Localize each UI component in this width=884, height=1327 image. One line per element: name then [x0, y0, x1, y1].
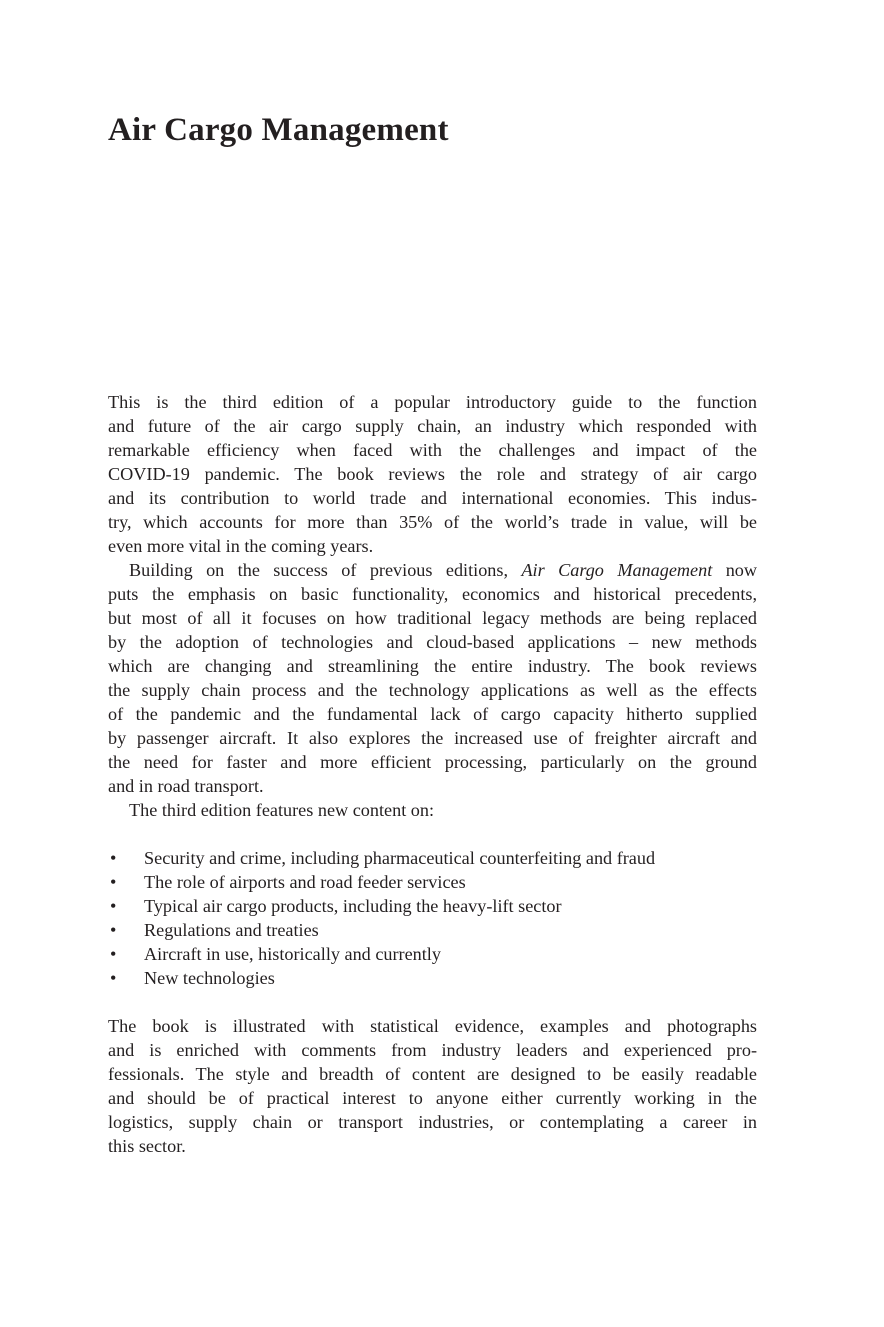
list-item-text: The role of airports and road feeder services	[144, 872, 466, 892]
text-line: by the adoption of technologies and cloud-based applications – new methods	[108, 632, 757, 652]
text-line: by passenger aircraft. It also explores the increased use of freighter aircraft and	[108, 728, 757, 748]
page-title: Air Cargo Management	[108, 112, 449, 148]
text-line: logistics, supply chain or transport industries, or contemplating a career in	[108, 1112, 757, 1132]
list-item	[108, 894, 757, 918]
text-line: even more vital in the coming years.	[108, 536, 374, 556]
features-list	[108, 846, 757, 990]
list-item-text: Typical air cargo products, including the heavy-lift sector	[144, 896, 562, 916]
text-line: try, which accounts for more than 35% of the world’s trade in value, will be	[108, 512, 757, 532]
list-item	[108, 918, 757, 942]
text-span: now	[725, 560, 758, 580]
bullet-icon: •	[110, 920, 117, 940]
text-line: the need for faster and more efficient processing, particularly on the ground	[108, 752, 757, 772]
closing-paragraph	[108, 1014, 757, 1158]
text-line: which are changing and streamlining the entire industry. The book reviews	[108, 656, 757, 676]
text-line	[108, 558, 757, 582]
text-line: this sector.	[108, 1136, 186, 1156]
text-line: of the pandemic and the fundamental lack of cargo capacity hitherto supplied	[108, 704, 757, 724]
text-line: but most of all it focuses on how traditional legacy methods are being replaced	[108, 608, 757, 628]
text-line: fessionals. The style and breadth of content are designed to be easily readable	[108, 1064, 757, 1084]
text-line: and in road transport.	[108, 776, 264, 796]
text-line: This is the third edition of a popular introductory guide to the function	[108, 392, 757, 412]
bullet-icon: •	[110, 848, 117, 868]
list-item	[108, 846, 757, 870]
list-item-text: New technologies	[144, 968, 275, 988]
text-line: the supply chain process and the technology applications as well as the effects	[108, 680, 757, 700]
text-line: COVID-19 pandemic. The book reviews the role and strategy of air cargo	[108, 464, 757, 484]
list-item-text: Security and crime, including pharmaceutical counterfeiting and fraud	[144, 848, 656, 868]
book-title-italic: Air Cargo Management	[521, 560, 713, 580]
text-line: The book is illustrated with statistical evidence, examples and photographs	[108, 1016, 757, 1036]
bullet-icon: •	[110, 944, 117, 964]
text-line: remarkable efficiency when faced with the challenges and impact of the	[108, 440, 757, 460]
list-item	[108, 966, 757, 990]
text-line: and is enriched with comments from industry leaders and experienced pro-	[108, 1040, 757, 1060]
text-line: and should be of practical interest to anyone either currently working in the	[108, 1088, 757, 1108]
list-item	[108, 942, 757, 966]
bullet-icon: •	[110, 968, 117, 988]
text-line: puts the emphasis on basic functionality, economics and historical precedents,	[108, 584, 757, 604]
list-item-text: Regulations and treaties	[144, 920, 319, 940]
bullet-icon: •	[110, 872, 117, 892]
list-item	[108, 870, 757, 894]
text-line: and future of the air cargo supply chain, an industry which responded with	[108, 416, 757, 436]
list-item-text: Aircraft in use, historically and currently	[144, 944, 441, 964]
list-intro: The third edition features new content on:	[129, 800, 435, 820]
text-span: Building on the success of previous editions,	[129, 560, 509, 580]
bullet-icon: •	[110, 896, 117, 916]
text-line: and its contribution to world trade and international economies. This indus-	[108, 488, 757, 508]
intro-paragraph	[108, 390, 757, 822]
